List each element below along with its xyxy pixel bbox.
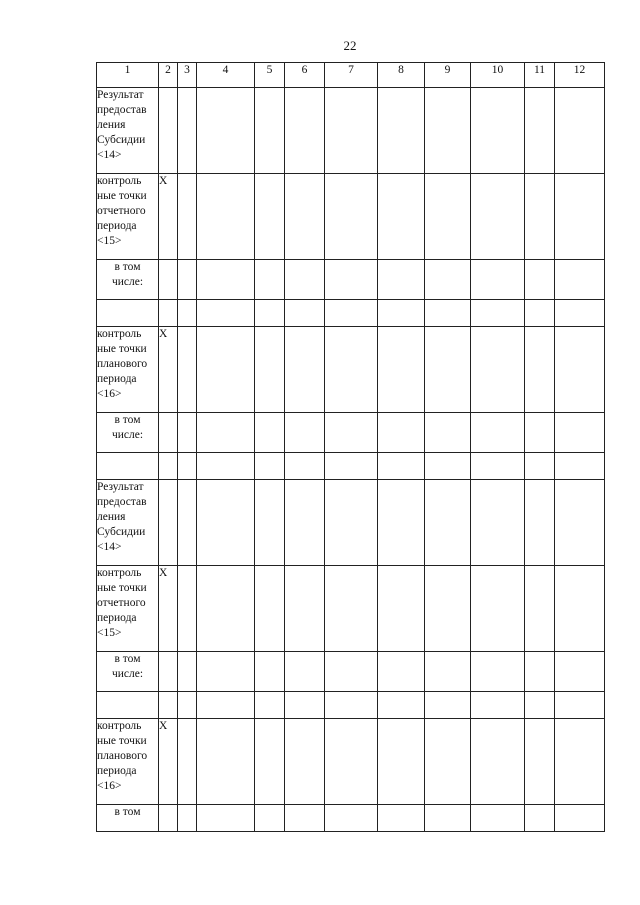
empty-cell-col-7 xyxy=(325,260,378,300)
empty-cell-col-6 xyxy=(285,453,325,480)
empty-cell-col-3 xyxy=(178,480,197,566)
empty-cell-col-3 xyxy=(178,805,197,832)
empty-cell-col-7 xyxy=(325,174,378,260)
row-label-line: Субсидии xyxy=(97,134,146,146)
row-label-cell xyxy=(97,719,159,805)
empty-cell-col-5 xyxy=(255,88,285,174)
row-label-line: контроль xyxy=(97,567,142,579)
empty-cell-col-3 xyxy=(178,692,197,719)
row-label-line: ные точки xyxy=(97,190,147,202)
row-label-cell xyxy=(97,300,159,327)
empty-cell-col-5 xyxy=(255,260,285,300)
empty-cell-col-10 xyxy=(471,260,525,300)
empty-cell-col-9 xyxy=(425,692,471,719)
empty-cell-col-11 xyxy=(525,300,555,327)
empty-cell-col-6 xyxy=(285,174,325,260)
row-label-cell xyxy=(97,652,159,692)
empty-cell-col-4 xyxy=(197,413,255,453)
empty-cell-col-10 xyxy=(471,805,525,832)
empty-cell-col-10 xyxy=(471,453,525,480)
empty-cell-col-5 xyxy=(255,805,285,832)
column-2-mark-cell: X xyxy=(159,174,178,260)
empty-cell-col-9 xyxy=(425,300,471,327)
empty-cell-col-3 xyxy=(178,719,197,805)
row-label-line: числе: xyxy=(111,276,144,288)
row-label-line: Субсидии xyxy=(97,526,146,538)
column-2-mark-cell xyxy=(159,805,178,832)
empty-cell-col-8 xyxy=(378,692,425,719)
empty-cell-col-10 xyxy=(471,652,525,692)
empty-cell-col-10 xyxy=(471,174,525,260)
empty-cell-col-8 xyxy=(378,300,425,327)
row-label-line: <16> xyxy=(97,780,122,792)
empty-cell-col-7 xyxy=(325,805,378,832)
empty-cell-col-3 xyxy=(178,652,197,692)
row-label-line: контроль xyxy=(97,720,142,732)
table-row xyxy=(97,260,605,300)
empty-cell-col-12 xyxy=(555,260,605,300)
empty-cell-col-4 xyxy=(197,719,255,805)
empty-cell-col-4 xyxy=(197,260,255,300)
empty-cell-col-10 xyxy=(471,480,525,566)
empty-cell-col-12 xyxy=(555,327,605,413)
row-label-line: ные точки xyxy=(97,582,147,594)
empty-cell-col-10 xyxy=(471,566,525,652)
empty-cell-col-12 xyxy=(555,300,605,327)
row-label-line: в том xyxy=(114,653,141,665)
empty-cell-col-4 xyxy=(197,327,255,413)
empty-cell-col-8 xyxy=(378,805,425,832)
table-row xyxy=(97,327,605,413)
empty-cell-col-8 xyxy=(378,413,425,453)
empty-cell-col-6 xyxy=(285,327,325,413)
row-label-line: отчетного xyxy=(97,205,146,217)
empty-cell-col-5 xyxy=(255,300,285,327)
empty-cell-col-8 xyxy=(378,480,425,566)
table-row xyxy=(97,566,605,652)
empty-cell-col-7 xyxy=(325,300,378,327)
empty-cell-col-11 xyxy=(525,652,555,692)
column-header-3: 3 xyxy=(178,63,197,88)
empty-cell-col-11 xyxy=(525,805,555,832)
empty-cell-col-10 xyxy=(471,88,525,174)
empty-cell-col-9 xyxy=(425,88,471,174)
results-table xyxy=(96,62,605,832)
row-label-line: периода xyxy=(97,220,137,232)
row-label-line: <15> xyxy=(97,627,122,639)
column-2-mark-cell: X xyxy=(159,719,178,805)
empty-cell-col-12 xyxy=(555,453,605,480)
column-header-9: 9 xyxy=(425,63,471,88)
empty-cell-col-11 xyxy=(525,719,555,805)
empty-cell-col-11 xyxy=(525,692,555,719)
row-label-cell xyxy=(97,692,159,719)
row-label-line: предостав xyxy=(97,104,147,116)
empty-cell-col-12 xyxy=(555,566,605,652)
empty-cell-col-11 xyxy=(525,566,555,652)
empty-cell-col-10 xyxy=(471,300,525,327)
empty-cell-col-3 xyxy=(178,566,197,652)
empty-cell-col-12 xyxy=(555,413,605,453)
empty-cell-col-11 xyxy=(525,453,555,480)
column-header-10: 10 xyxy=(471,63,525,88)
empty-cell-col-4 xyxy=(197,652,255,692)
row-label-line: контроль xyxy=(97,328,142,340)
header-row xyxy=(97,63,605,88)
empty-cell-col-4 xyxy=(197,566,255,652)
empty-cell-col-5 xyxy=(255,453,285,480)
row-label-cell xyxy=(97,327,159,413)
row-label-line: периода xyxy=(97,765,137,777)
empty-cell-col-9 xyxy=(425,413,471,453)
empty-cell-col-3 xyxy=(178,453,197,480)
row-label-line: <14> xyxy=(97,149,122,161)
row-label-line: ления xyxy=(97,119,126,131)
empty-cell-col-12 xyxy=(555,692,605,719)
table-row xyxy=(97,480,605,566)
row-label-cell xyxy=(97,566,159,652)
column-2-mark-cell xyxy=(159,413,178,453)
empty-cell-col-7 xyxy=(325,692,378,719)
page-number: 22 xyxy=(343,38,357,53)
empty-cell-col-8 xyxy=(378,88,425,174)
empty-cell-col-12 xyxy=(555,719,605,805)
row-label-line: контроль xyxy=(97,175,142,187)
row-label-line: в том xyxy=(114,806,141,818)
row-label-line: Результат xyxy=(97,89,144,101)
empty-cell-col-12 xyxy=(555,88,605,174)
column-2-mark-cell: X xyxy=(159,327,178,413)
empty-cell-col-9 xyxy=(425,260,471,300)
empty-cell-col-6 xyxy=(285,300,325,327)
empty-cell-col-6 xyxy=(285,805,325,832)
empty-cell-col-7 xyxy=(325,413,378,453)
empty-cell-col-9 xyxy=(425,566,471,652)
row-label-line: отчетного xyxy=(97,597,146,609)
empty-cell-col-12 xyxy=(555,805,605,832)
empty-cell-col-9 xyxy=(425,719,471,805)
column-2-mark-cell: X xyxy=(159,566,178,652)
empty-cell-col-12 xyxy=(555,652,605,692)
row-label-line: <15> xyxy=(97,235,122,247)
empty-cell-col-6 xyxy=(285,719,325,805)
empty-cell-col-12 xyxy=(555,480,605,566)
empty-cell-col-5 xyxy=(255,652,285,692)
empty-cell-col-5 xyxy=(255,566,285,652)
empty-cell-col-8 xyxy=(378,719,425,805)
empty-cell-col-7 xyxy=(325,480,378,566)
row-label-cell xyxy=(97,805,159,832)
row-label-line: числе: xyxy=(111,429,144,441)
empty-cell-col-5 xyxy=(255,174,285,260)
empty-cell-col-4 xyxy=(197,300,255,327)
empty-cell-col-3 xyxy=(178,327,197,413)
row-label-line: в том xyxy=(114,261,141,273)
column-header-6: 6 xyxy=(285,63,325,88)
row-label-cell xyxy=(97,413,159,453)
column-2-mark-cell xyxy=(159,692,178,719)
table-row xyxy=(97,174,605,260)
table-row xyxy=(97,652,605,692)
column-2-mark-cell xyxy=(159,480,178,566)
column-header-11: 11 xyxy=(525,63,555,88)
empty-cell-col-10 xyxy=(471,327,525,413)
table-row xyxy=(97,805,605,832)
empty-cell-col-5 xyxy=(255,692,285,719)
empty-cell-col-6 xyxy=(285,413,325,453)
row-label-cell xyxy=(97,260,159,300)
row-label-line: планового xyxy=(97,750,148,762)
row-label-line: <14> xyxy=(97,541,122,553)
empty-cell-col-10 xyxy=(471,692,525,719)
empty-cell-col-9 xyxy=(425,327,471,413)
empty-cell-col-7 xyxy=(325,652,378,692)
empty-cell-col-10 xyxy=(471,719,525,805)
empty-cell-col-7 xyxy=(325,88,378,174)
empty-cell-col-10 xyxy=(471,413,525,453)
column-2-mark-cell xyxy=(159,88,178,174)
empty-cell-col-9 xyxy=(425,805,471,832)
row-label-cell xyxy=(97,453,159,480)
empty-cell-col-4 xyxy=(197,453,255,480)
column-header-12: 12 xyxy=(555,63,605,88)
empty-cell-col-3 xyxy=(178,300,197,327)
empty-cell-col-3 xyxy=(178,260,197,300)
empty-cell-col-3 xyxy=(178,88,197,174)
empty-cell-col-6 xyxy=(285,692,325,719)
empty-cell-col-6 xyxy=(285,480,325,566)
table-body xyxy=(97,88,605,832)
row-label-line: планового xyxy=(97,358,148,370)
column-header-5: 5 xyxy=(255,63,285,88)
column-2-mark-cell xyxy=(159,453,178,480)
row-label-cell xyxy=(97,174,159,260)
empty-cell-col-4 xyxy=(197,692,255,719)
column-header-1: 1 xyxy=(97,63,159,88)
row-label-line: Результат xyxy=(97,481,144,493)
empty-cell-col-4 xyxy=(197,480,255,566)
column-header-8: 8 xyxy=(378,63,425,88)
row-label-line: числе: xyxy=(111,668,144,680)
row-label-line: предостав xyxy=(97,496,147,508)
empty-cell-col-11 xyxy=(525,260,555,300)
empty-cell-col-6 xyxy=(285,260,325,300)
empty-cell-col-11 xyxy=(525,174,555,260)
empty-cell-col-11 xyxy=(525,88,555,174)
empty-cell-col-9 xyxy=(425,652,471,692)
empty-cell-col-4 xyxy=(197,805,255,832)
empty-cell-col-8 xyxy=(378,174,425,260)
empty-cell-col-7 xyxy=(325,453,378,480)
empty-cell-col-8 xyxy=(378,327,425,413)
row-label-line: <16> xyxy=(97,388,122,400)
row-label-cell xyxy=(97,480,159,566)
empty-cell-col-7 xyxy=(325,719,378,805)
column-2-mark-cell xyxy=(159,300,178,327)
empty-cell-col-12 xyxy=(555,174,605,260)
empty-cell-col-7 xyxy=(325,327,378,413)
column-2-mark-cell xyxy=(159,652,178,692)
empty-cell-col-6 xyxy=(285,566,325,652)
empty-cell-col-8 xyxy=(378,652,425,692)
row-label-cell xyxy=(97,88,159,174)
empty-cell-col-9 xyxy=(425,480,471,566)
row-label-line: периода xyxy=(97,373,137,385)
row-label-line: периода xyxy=(97,612,137,624)
empty-cell-col-6 xyxy=(285,88,325,174)
table-row xyxy=(97,88,605,174)
empty-cell-col-11 xyxy=(525,413,555,453)
empty-cell-col-3 xyxy=(178,174,197,260)
empty-cell-col-8 xyxy=(378,566,425,652)
empty-cell-col-5 xyxy=(255,413,285,453)
empty-cell-col-8 xyxy=(378,260,425,300)
row-label-line: ные точки xyxy=(97,735,147,747)
empty-cell-col-4 xyxy=(197,174,255,260)
empty-cell-col-7 xyxy=(325,566,378,652)
empty-cell-col-3 xyxy=(178,413,197,453)
row-label-line: ные точки xyxy=(97,343,147,355)
table-row xyxy=(97,413,605,453)
empty-cell-col-11 xyxy=(525,327,555,413)
empty-cell-col-5 xyxy=(255,327,285,413)
table-row xyxy=(97,719,605,805)
column-header-4: 4 xyxy=(197,63,255,88)
column-2-mark-cell xyxy=(159,260,178,300)
empty-cell-col-5 xyxy=(255,719,285,805)
empty-cell-col-8 xyxy=(378,453,425,480)
empty-cell-col-9 xyxy=(425,453,471,480)
column-header-7: 7 xyxy=(325,63,378,88)
table-row xyxy=(97,692,605,719)
row-label-line: в том xyxy=(114,414,141,426)
column-header-2: 2 xyxy=(159,63,178,88)
empty-cell-col-9 xyxy=(425,174,471,260)
empty-cell-col-11 xyxy=(525,480,555,566)
empty-cell-col-5 xyxy=(255,480,285,566)
table-row xyxy=(97,453,605,480)
empty-cell-col-6 xyxy=(285,652,325,692)
table-row xyxy=(97,300,605,327)
empty-cell-col-4 xyxy=(197,88,255,174)
row-label-line: ления xyxy=(97,511,126,523)
